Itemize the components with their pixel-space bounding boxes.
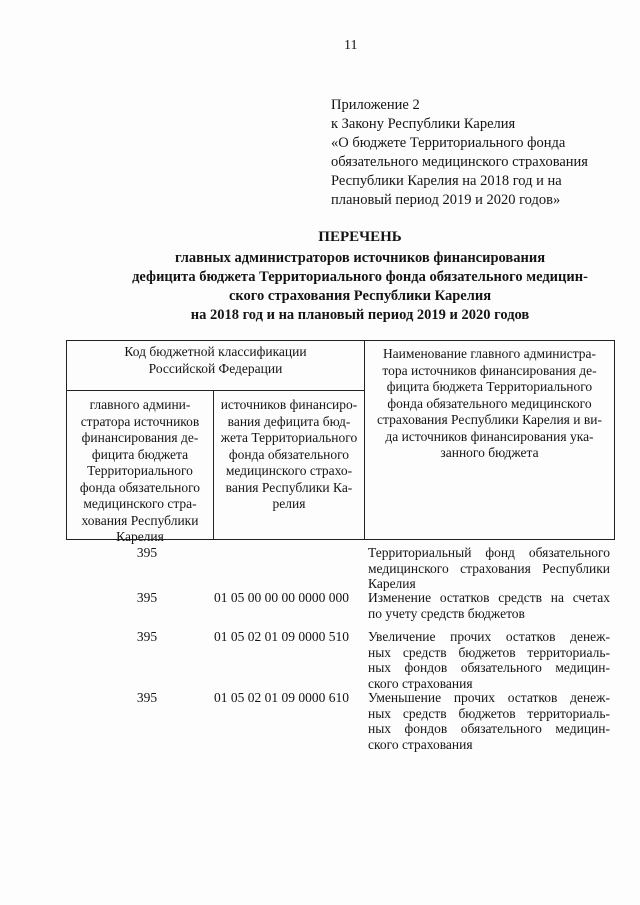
row-name: Изменение остатков средств на счетах по учету средств бюджетов xyxy=(368,590,610,621)
table-header xyxy=(66,340,615,544)
row-admin-code: 395 xyxy=(136,590,158,605)
appendix-reference xyxy=(331,96,631,210)
row-source-code: 01 05 00 00 00 0000 000 xyxy=(214,590,349,605)
title-line: главных администраторов источников финансирования xyxy=(174,250,546,266)
title-line: ского страхования Республики Карелия xyxy=(228,288,492,304)
document-title xyxy=(100,228,620,325)
title-line: дефицита бюджета Территориального фонда обязательного медицин- xyxy=(132,269,588,285)
row-name: Уменьшение прочих остатков денеж- ных средств бюджетов территориаль- ных фондов обязательного медицин- ского страхования xyxy=(368,690,610,752)
header-sources: источников финансиро- вания дефицита бюд- жета Территориального фонда обязательного медицинского страхо- вания Республики Ка- релия xyxy=(220,397,358,511)
title-heading: ПЕРЕЧЕНЬ xyxy=(318,229,402,245)
title-line: на 2018 год и на плановый период 2019 и 2020 годов xyxy=(190,307,530,323)
header-name: Наименование главного администра- тора источников финансирования де- фицита бюджета Территориального фонда обязательного медицинского страхования Республики Карелия и ви- да источников финансирования ука- занного бюджета xyxy=(377,346,602,460)
row-name: Увеличение прочих остатков денеж- ных средств бюджетов территориаль- ных фондов обязательного медицин- ского страхования xyxy=(368,629,610,691)
appendix-line: «О бюджете Территориального фонда xyxy=(331,135,566,151)
row-admin-code: 395 xyxy=(136,690,158,705)
row-source-code: 01 05 02 01 09 0000 510 xyxy=(214,629,349,644)
table-divider-code-heading xyxy=(66,390,364,391)
page-number: 11 xyxy=(344,38,358,53)
appendix-line: Республики Карелия на 2018 год и на xyxy=(331,173,562,189)
table-border-right xyxy=(614,340,615,540)
row-source-code: 01 05 02 01 09 0000 610 xyxy=(214,690,349,705)
row-name: Территориальный фонд обязательного медицинского страхования Республики Карелия xyxy=(368,545,610,591)
row-admin-code: 395 xyxy=(136,629,158,644)
row-admin-code: 395 xyxy=(136,545,158,560)
table-border-top xyxy=(66,340,615,341)
header-admin: главного админи- стратора источников финансирования де- фицита бюджета Территориального фонда обязательного медицинского стра- хования Республики Карелия xyxy=(79,397,201,544)
appendix-line: к Закону Республики Карелия xyxy=(331,116,516,132)
appendix-line: Приложение 2 xyxy=(331,97,420,113)
appendix-line: обязательного медицинского страхования xyxy=(331,154,588,170)
header-budget-code: Код бюджетной классификации Российской Федерации xyxy=(124,344,307,376)
appendix-line: плановый период 2019 и 2020 годов» xyxy=(331,192,561,208)
